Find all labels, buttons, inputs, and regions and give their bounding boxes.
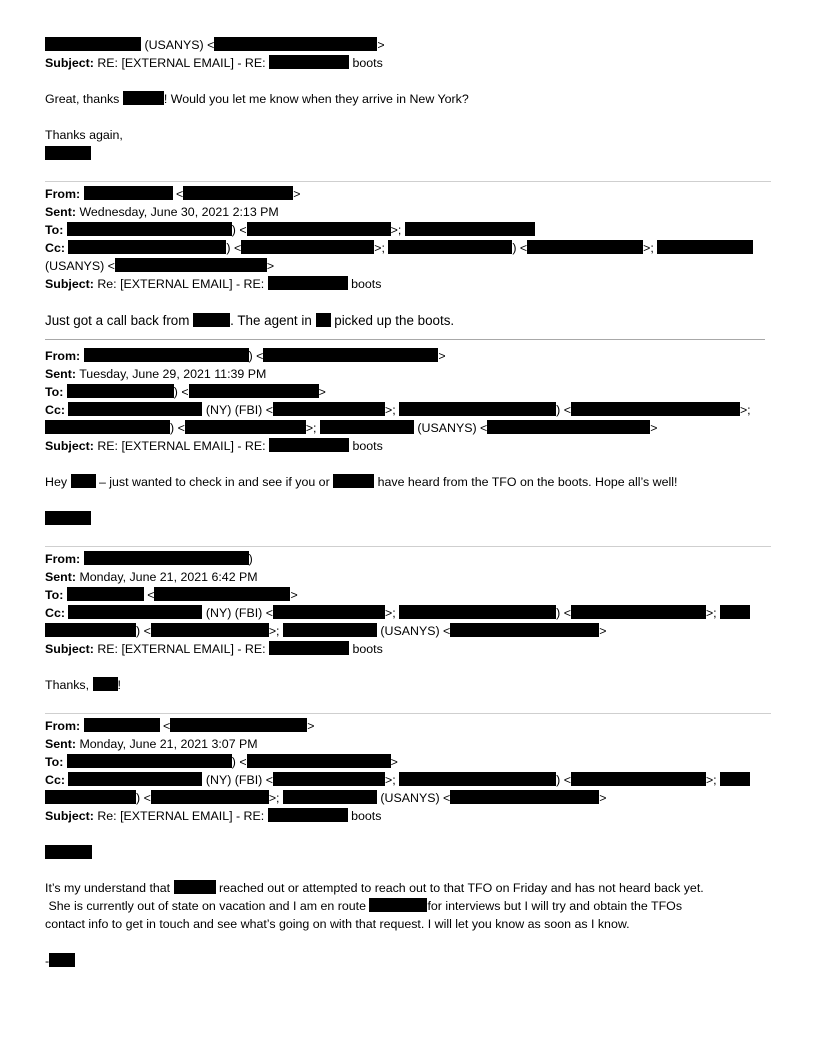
from-suffix: (USANYS) < xyxy=(144,38,215,52)
redaction xyxy=(45,623,136,637)
body-text: Thanks, xyxy=(45,678,90,692)
redaction xyxy=(151,790,269,804)
msg4-subject xyxy=(45,808,381,824)
redaction xyxy=(268,808,348,822)
cc-label: Cc: xyxy=(45,403,65,417)
cc-usanys: (USANYS) < xyxy=(380,791,451,805)
body-text: Hey xyxy=(45,475,68,489)
sent-label: Sent: xyxy=(45,205,76,219)
reply-line xyxy=(45,91,469,107)
signature xyxy=(45,146,91,162)
subject-text: RE: [EXTERNAL EMAIL] - RE: xyxy=(97,439,266,453)
to-label: To: xyxy=(45,588,64,602)
cc-mid: (NY) (FBI) < xyxy=(205,403,273,417)
body-text: It’s my understand that xyxy=(45,881,171,895)
sent-date: Monday, June 21, 2021 6:42 PM xyxy=(79,570,258,584)
msg3-from: From: ) xyxy=(45,552,253,566)
msg3-to: To: < > xyxy=(45,588,298,602)
redaction xyxy=(151,623,269,637)
redaction xyxy=(405,222,535,236)
reply-text: Great, thanks xyxy=(45,92,120,106)
msg1-sent xyxy=(45,204,279,220)
body-text: She is currently out of state on vacation and I am en route xyxy=(48,899,366,913)
divider xyxy=(45,546,771,547)
redaction xyxy=(45,37,141,51)
msg4-signature xyxy=(45,953,75,969)
redaction xyxy=(369,898,427,912)
redaction xyxy=(657,240,753,254)
redaction xyxy=(399,605,556,619)
msg2-sent xyxy=(45,366,266,382)
redaction xyxy=(214,37,377,51)
redaction xyxy=(183,186,293,200)
subject-tail: boots xyxy=(351,809,382,823)
redaction xyxy=(49,953,75,967)
subject-tail: boots xyxy=(352,642,383,656)
redaction xyxy=(399,402,556,416)
msg4-body-3 xyxy=(45,916,630,932)
body-text: reached out or attempted to reach out to that TFO on Friday and has not heard back yet. xyxy=(219,881,704,895)
body-text: contact info to get in touch and see what’s going on with that request. I will let you know as soon as I know. xyxy=(45,917,630,931)
from-label: From: xyxy=(45,552,81,566)
redaction xyxy=(527,240,643,254)
body-text: . The agent in xyxy=(230,313,312,328)
msg1-cc-cont: (USANYS) < > xyxy=(45,259,275,273)
divider xyxy=(45,339,765,340)
redaction xyxy=(571,772,706,786)
redaction xyxy=(84,718,160,732)
redaction xyxy=(571,402,740,416)
msg4-body-2 xyxy=(45,898,682,914)
msg4-cc: Cc: (NY) (FBI) < >; ) < >; xyxy=(45,772,750,788)
redaction xyxy=(273,605,385,619)
subject-label: Subject: xyxy=(45,642,94,656)
from-label: From: xyxy=(45,719,81,733)
redaction xyxy=(185,420,306,434)
redaction xyxy=(174,880,216,894)
to-label: To: xyxy=(45,385,64,399)
redaction xyxy=(68,402,202,416)
redaction xyxy=(84,348,249,362)
from-label: From: xyxy=(45,349,81,363)
redaction xyxy=(571,605,706,619)
redaction xyxy=(269,641,349,655)
body-text: Just got a call back from xyxy=(45,313,190,328)
redaction xyxy=(388,240,512,254)
redaction xyxy=(247,222,391,236)
sent-label: Sent: xyxy=(45,367,76,381)
redaction xyxy=(720,605,750,619)
cc-usanys: (USANYS) < xyxy=(417,421,488,435)
cc-mid: (NY) (FBI) < xyxy=(205,606,273,620)
sent-date: Monday, June 21, 2021 3:07 PM xyxy=(79,737,258,751)
redaction xyxy=(273,402,385,416)
cc-cont: (USANYS) < xyxy=(45,259,115,273)
msg2-cc-cont: ) < >; (USANYS) < > xyxy=(45,420,658,436)
reply-thanks xyxy=(45,127,123,143)
to-label: To: xyxy=(45,755,64,769)
msg4-sent xyxy=(45,736,258,752)
msg4-cc-cont: ) < >; (USANYS) < > xyxy=(45,790,607,806)
redaction xyxy=(68,772,202,786)
msg3-subject xyxy=(45,641,383,657)
subject-text: Re: [EXTERNAL EMAIL] - RE: xyxy=(97,277,265,291)
redaction xyxy=(193,313,230,327)
msg3-sent xyxy=(45,569,258,585)
msg3-body xyxy=(45,677,121,693)
subject-text: Re: [EXTERNAL EMAIL] - RE: xyxy=(97,809,265,823)
body-text: for interviews but I will try and obtain the TFOs xyxy=(427,899,683,913)
redaction xyxy=(283,623,377,637)
divider xyxy=(45,181,771,182)
redaction xyxy=(71,474,96,488)
sent-date: Wednesday, June 30, 2021 2:13 PM xyxy=(79,205,279,219)
redaction xyxy=(273,772,385,786)
msg4-body-1 xyxy=(45,880,704,896)
reply-text: ! Would you let me know when they arrive in New York? xyxy=(163,92,469,106)
redaction xyxy=(45,420,170,434)
sign-dash: - xyxy=(45,954,50,968)
subject-tail: boots xyxy=(352,56,383,70)
redaction xyxy=(123,91,164,105)
redaction xyxy=(84,186,173,200)
redaction xyxy=(67,587,144,601)
redaction xyxy=(45,146,91,160)
redaction xyxy=(154,587,290,601)
from-label: From: xyxy=(45,187,81,201)
redaction xyxy=(170,718,307,732)
msg4-from: From: < > xyxy=(45,719,315,733)
cc-mid: (NY) (FBI) < xyxy=(205,773,273,787)
msg1-subject xyxy=(45,276,381,292)
subject-label: Subject: xyxy=(45,56,94,70)
redaction xyxy=(263,348,438,362)
body-text: ! xyxy=(117,678,121,692)
subject-label: Subject: xyxy=(45,439,94,453)
redaction xyxy=(67,222,232,236)
subject-label: Subject: xyxy=(45,809,94,823)
from-end: > xyxy=(377,38,385,52)
body-text: have heard from the TFO on the boots. Hope all’s well! xyxy=(377,475,678,489)
redaction xyxy=(241,240,374,254)
divider xyxy=(45,713,771,714)
redaction xyxy=(269,55,349,69)
msg4-greeting xyxy=(45,845,92,861)
redaction xyxy=(189,384,319,398)
header-from-line xyxy=(45,37,385,53)
subject-text: RE: [EXTERNAL EMAIL] - RE: xyxy=(97,56,266,70)
redaction xyxy=(84,551,249,565)
cc-label: Cc: xyxy=(45,606,65,620)
redaction xyxy=(68,240,226,254)
redaction xyxy=(247,754,391,768)
redaction xyxy=(399,772,556,786)
msg3-cc-cont: ) < >; (USANYS) < > xyxy=(45,623,607,639)
redaction xyxy=(269,438,349,452)
redaction xyxy=(45,511,91,525)
redaction xyxy=(93,677,118,691)
redaction xyxy=(268,276,348,290)
msg2-from: From: ) < > xyxy=(45,349,446,363)
sent-label: Sent: xyxy=(45,737,76,751)
msg2-subject xyxy=(45,438,383,454)
cc-label: Cc: xyxy=(45,241,65,255)
redaction xyxy=(283,790,377,804)
cc-label: Cc: xyxy=(45,773,65,787)
msg2-cc: Cc: (NY) (FBI) < >; ) < >; xyxy=(45,403,751,417)
msg1-body xyxy=(45,313,454,329)
body-text: – just wanted to check in and see if you or xyxy=(98,475,330,489)
redaction xyxy=(316,313,331,327)
msg2-body xyxy=(45,474,677,490)
sent-date: Tuesday, June 29, 2021 11:39 PM xyxy=(79,367,267,381)
msg4-to: To: ) < > xyxy=(45,755,398,769)
header-subject-line xyxy=(45,55,383,71)
redaction xyxy=(67,754,232,768)
msg2-to: To: ) < > xyxy=(45,385,326,399)
sent-label: Sent: xyxy=(45,570,76,584)
redaction xyxy=(320,420,414,434)
redaction xyxy=(115,258,267,272)
subject-tail: boots xyxy=(351,277,382,291)
redaction xyxy=(67,384,174,398)
msg1-from: From: < > xyxy=(45,187,301,201)
cc-usanys: (USANYS) < xyxy=(380,624,451,638)
msg3-cc: Cc: (NY) (FBI) < >; ) < >; xyxy=(45,605,750,621)
msg1-to: To: ) < >; xyxy=(45,222,535,238)
subject-text: RE: [EXTERNAL EMAIL] - RE: xyxy=(97,642,266,656)
to-label: To: xyxy=(45,223,64,237)
redaction xyxy=(68,605,202,619)
redaction xyxy=(450,790,599,804)
redaction xyxy=(45,845,92,859)
subject-tail: boots xyxy=(352,439,383,453)
redaction xyxy=(720,772,750,786)
redaction xyxy=(450,623,599,637)
redaction xyxy=(45,790,136,804)
thanks-text: Thanks again, xyxy=(45,128,123,142)
body-text: picked up the boots. xyxy=(334,313,455,328)
redaction xyxy=(487,420,650,434)
redaction xyxy=(333,474,374,488)
msg1-cc: Cc: ) < >; ) < >; xyxy=(45,240,753,256)
signature xyxy=(45,511,91,527)
subject-label: Subject: xyxy=(45,277,94,291)
